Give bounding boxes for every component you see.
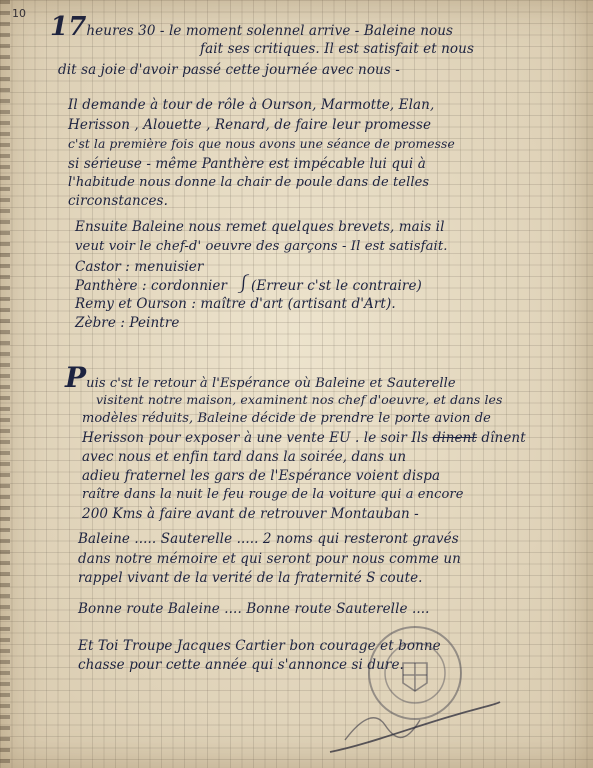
line-25: dans notre mémoire et qui seront pour nous comme un (78, 551, 461, 567)
line-13: Panthère : cordonnier ⎰(Erreur c'st le contraire) (75, 274, 422, 295)
line-16: Puis c'st le retour à l'Espérance où Baleine et Sauterelle (65, 361, 456, 394)
line-18: modèles réduits, Baleine décide de prendre le porte avion de (82, 411, 491, 426)
line-21: adieu fraternel les gars de l'Espérance voient dispa (82, 468, 441, 484)
line-27: Bonne route Baleine .... Bonne route Sauterelle .... (78, 601, 430, 617)
signature-flourish (325, 690, 505, 760)
line-11: veut voir le chef-d' oeuvre des garçons - Il est satisfait. (75, 239, 448, 254)
spiral-binding (0, 0, 10, 768)
struck-word: dinent (432, 430, 477, 446)
line-3: dit sa joie d'avoir passé cette journée avec nous - (58, 62, 400, 78)
line-9: circonstances. (68, 193, 168, 209)
line-29: chasse pour cette année qui s'annonce si dure. (78, 657, 404, 673)
line-14: Remy et Ourson : maître d'art (artisant d'Art). (75, 296, 396, 312)
line-22: raître dans la nuit le feu rouge de la voiture qui a encore (82, 487, 464, 502)
line-15: Zèbre : Peintre (75, 315, 180, 331)
line-28: Et Toi Troupe Jacques Cartier bon courage et bonne (78, 638, 441, 654)
line-10: Ensuite Baleine nous remet quelques brevets, mais il (75, 219, 445, 235)
page-number: 10 (12, 7, 26, 20)
line-2: fait ses critiques. Il est satisfait et nous (200, 41, 474, 57)
line-4: Il demande à tour de rôle à Ourson, Marmotte, Elan, (68, 97, 435, 113)
line-20: avec nous et enfin tard dans la soirée, dans un (82, 449, 407, 465)
line-26: rappel vivant de la verité de la fraternité S coute. (78, 570, 423, 586)
hour-numeral: 17 (50, 12, 87, 42)
line-19: Herisson pour exposer à une vente EU . le soir Ils dinent dînent (82, 430, 526, 446)
line-1: 17heures 30 - le moment solennel arrive - Baleine nous (50, 12, 454, 42)
line-24: Baleine ..... Sauterelle ..... 2 noms qui resteront gravés (78, 531, 459, 547)
brace-mark: ⎰ (227, 274, 251, 295)
drop-cap: P (65, 361, 87, 394)
line-7: si sérieuse - même Panthère est impécable lui qui à (68, 156, 426, 172)
line-5: Herisson , Alouette , Renard, de faire leur promesse (68, 117, 432, 133)
line-17: visitent notre maison, examinent nos chef d'oeuvre, et dans les (96, 392, 503, 407)
line-12: Castor : menuisier (75, 259, 204, 275)
line-6: c'st la première fois que nous avons une séance de promesse (68, 137, 455, 151)
line-8: l'habitude nous donne la chair de poule dans de telles (68, 175, 430, 190)
line-23: 200 Kms à faire avant de retrouver Montauban - (82, 506, 419, 522)
